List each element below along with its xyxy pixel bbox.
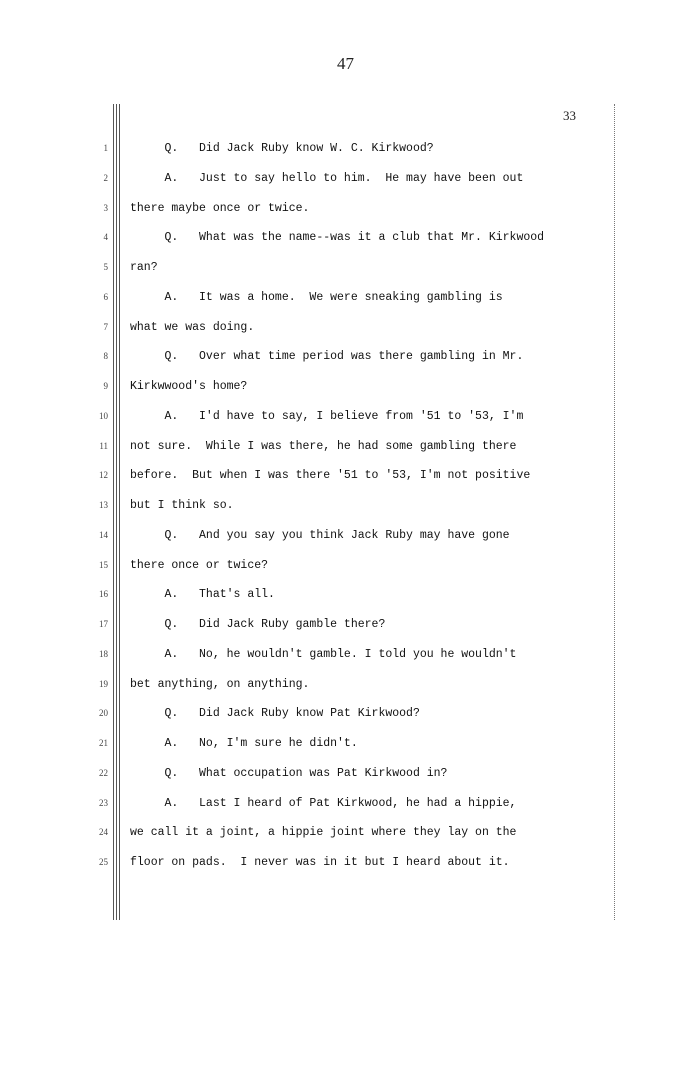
transcript-line: A. That's all. bbox=[130, 588, 275, 602]
transcript-text bbox=[130, 141, 610, 885]
transcript-line: Q. Did Jack Ruby know W. C. Kirkwood? bbox=[130, 142, 434, 155]
line-number: 14 bbox=[99, 529, 108, 540]
transcript-line: there maybe once or twice. bbox=[130, 201, 310, 215]
transcript-line: Q. Over what time period was there gambling in Mr. bbox=[130, 350, 524, 364]
line-number: 10 bbox=[99, 410, 108, 421]
line-number: 24 bbox=[99, 827, 108, 838]
left-margin-rule bbox=[113, 104, 114, 920]
transcript-line: Q. What was the name--was it a club that Mr. Kirkwood bbox=[130, 231, 545, 245]
right-margin-rule bbox=[614, 104, 615, 920]
transcript-line: A. No, I'm sure he didn't. bbox=[130, 737, 358, 750]
line-number: 13 bbox=[99, 500, 108, 510]
line-number: 8 bbox=[103, 351, 108, 362]
transcript-line: Q. What occupation was Pat Kirkwood in? bbox=[130, 766, 448, 780]
line-number: 1 bbox=[103, 143, 108, 153]
line-number: 2 bbox=[103, 172, 108, 183]
transcript-line: before. But when I was there '51 to '53, I'm not positive bbox=[130, 469, 531, 483]
transcript-line: floor on pads. I never was in it but I heard about it. bbox=[130, 856, 510, 869]
line-number: 5 bbox=[103, 262, 108, 272]
transcript-line: A. Last I heard of Pat Kirkwood, he had a hippie, bbox=[130, 796, 517, 810]
line-number: 19 bbox=[99, 678, 108, 689]
line-number: 11 bbox=[99, 440, 108, 451]
line-number-column bbox=[88, 143, 108, 887]
left-margin-rule bbox=[119, 104, 120, 920]
line-number: 12 bbox=[99, 470, 108, 481]
transcript-line: Q. Did Jack Ruby gamble there? bbox=[130, 618, 386, 631]
transcript-line: A. No, he wouldn't gamble. I told you he wouldn't bbox=[130, 647, 517, 661]
line-number: 3 bbox=[103, 202, 108, 213]
transcript-line: there once or twice? bbox=[130, 558, 269, 572]
line-number: 16 bbox=[99, 589, 108, 600]
transcript-line: bet anything, on anything. bbox=[130, 677, 310, 691]
transcript-line: A. Just to say hello to him. He may have been out bbox=[130, 171, 524, 185]
transcript-line: Q. And you say you think Jack Ruby may have gone bbox=[130, 528, 510, 542]
transcript-line: A. I'd have to say, I believe from '51 to '53, I'm bbox=[130, 409, 524, 423]
line-number: 25 bbox=[99, 857, 108, 867]
transcript-page-number: 33 bbox=[563, 108, 576, 123]
transcript-line: Q. Did Jack Ruby know Pat Kirkwood? bbox=[130, 707, 420, 721]
transcript-line: we call it a joint, a hippie joint where they lay on the bbox=[130, 826, 517, 840]
transcript-line: Kirkwwood's home? bbox=[130, 380, 248, 393]
line-number: 20 bbox=[99, 708, 108, 719]
line-number: 9 bbox=[103, 381, 108, 391]
line-number: 22 bbox=[99, 767, 108, 778]
line-number: 23 bbox=[99, 797, 108, 808]
transcript-line: but I think so. bbox=[130, 499, 234, 512]
line-number: 15 bbox=[99, 559, 108, 570]
line-number: 7 bbox=[103, 321, 108, 332]
transcript-line: A. It was a home. We were sneaking gambling is bbox=[130, 290, 503, 304]
line-number: 17 bbox=[99, 619, 108, 629]
transcript-line: not sure. While I was there, he had some gambling there bbox=[130, 439, 517, 453]
transcript-line: what we was doing. bbox=[130, 320, 255, 334]
transcript-line: ran? bbox=[130, 261, 158, 274]
line-number: 18 bbox=[99, 648, 108, 659]
line-number: 4 bbox=[103, 232, 108, 243]
left-margin-rule bbox=[116, 104, 117, 920]
page-number: 47 bbox=[337, 54, 354, 73]
line-number: 21 bbox=[99, 738, 108, 748]
line-number: 6 bbox=[103, 291, 108, 302]
